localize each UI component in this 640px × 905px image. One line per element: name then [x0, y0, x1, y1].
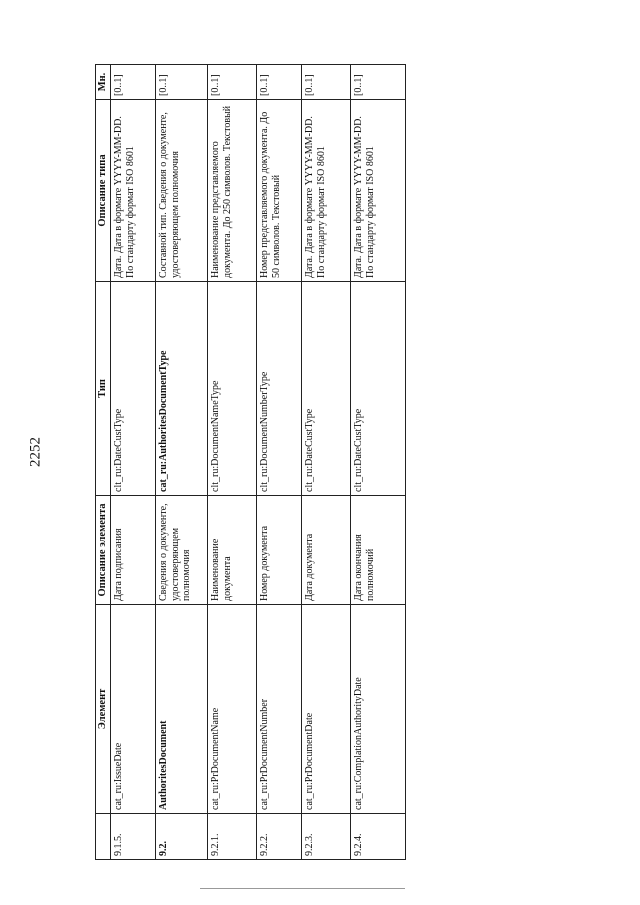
- table-row: [111, 65, 156, 860]
- type-name: clt_ru:DateCustType: [302, 282, 351, 496]
- type-name: clt_ru:DocumentNumberType: [257, 282, 302, 496]
- multiplicity: [0..1]: [257, 65, 302, 100]
- type-description: Дата. Дата в формате YYYY-MM-DD. По стандарту формат ISO 8601: [351, 100, 406, 282]
- bottom-divider: [200, 888, 405, 889]
- multiplicity: [0..1]: [156, 65, 208, 100]
- row-number: 9.2.4.: [351, 814, 406, 860]
- header-multiplicity: Мн.: [96, 65, 111, 100]
- header-element: Элемент: [96, 605, 111, 814]
- element-name: cat_ru:PrDocumentDate: [302, 605, 351, 814]
- table-row: [208, 65, 257, 860]
- multiplicity: [0..1]: [351, 65, 406, 100]
- element-name: cat_ru:PrDocumentNumber: [257, 605, 302, 814]
- element-description: Дата подписания: [111, 496, 156, 605]
- type-description: Наименование представляемого документа. До 250 символов. Текстовый: [208, 100, 257, 282]
- header-element-description: Описание элемента: [96, 496, 111, 605]
- page-number: 2252: [27, 437, 44, 467]
- element-name: cat_ru:ComplationAuthorityDate: [351, 605, 406, 814]
- type-name: clt_ru:DocumentNameType: [208, 282, 257, 496]
- type-name: clt_ru:DateCustType: [351, 282, 406, 496]
- table-row: [302, 65, 351, 860]
- row-number: 9.2.: [156, 814, 208, 860]
- header-type-description: Описание типа: [96, 100, 111, 282]
- element-description: Наименование документа: [208, 496, 257, 605]
- element-description: Дата окончания полномочий: [351, 496, 406, 605]
- row-number: 9.2.2.: [257, 814, 302, 860]
- element-name: cat_ru:IssueDate: [111, 605, 156, 814]
- header-number: [96, 814, 111, 860]
- element-name: cat_ru:PrDocumentName: [208, 605, 257, 814]
- row-number: 9.2.1.: [208, 814, 257, 860]
- type-description: Дата. Дата в формате YYYY-MM-DD. По стандарту формат ISO 8601: [111, 100, 156, 282]
- type-name: clt_ru:DateCustType: [111, 282, 156, 496]
- row-number: 9.2.3.: [302, 814, 351, 860]
- table-row: [257, 65, 302, 860]
- schema-table: [95, 64, 406, 860]
- type-description: Дата. Дата в формате YYYY-MM-DD. По стандарту формат ISO 8601: [302, 100, 351, 282]
- table-header-row: [96, 65, 111, 860]
- multiplicity: [0..1]: [111, 65, 156, 100]
- header-type: Тип: [96, 282, 111, 496]
- row-number: 9.1.5.: [111, 814, 156, 860]
- type-description: Составной тип. Сведения о документе, удостоверяющем полномочия: [156, 100, 208, 282]
- element-description: Дата документа: [302, 496, 351, 605]
- type-name: cat_ru:AuthoritesDocumentType: [156, 282, 208, 496]
- element-description: Номер документа: [257, 496, 302, 605]
- element-name: AuthoritesDocument: [156, 605, 208, 814]
- element-description: Сведения о документе, удостоверяющем полномочия: [156, 496, 208, 605]
- multiplicity: [0..1]: [302, 65, 351, 100]
- table-row: [156, 65, 208, 860]
- type-description: Номер представляемого документа. До 50 символов. Текстовый: [257, 100, 302, 282]
- multiplicity: [0..1]: [208, 65, 257, 100]
- document-page: [95, 65, 395, 860]
- table-row: [351, 65, 406, 860]
